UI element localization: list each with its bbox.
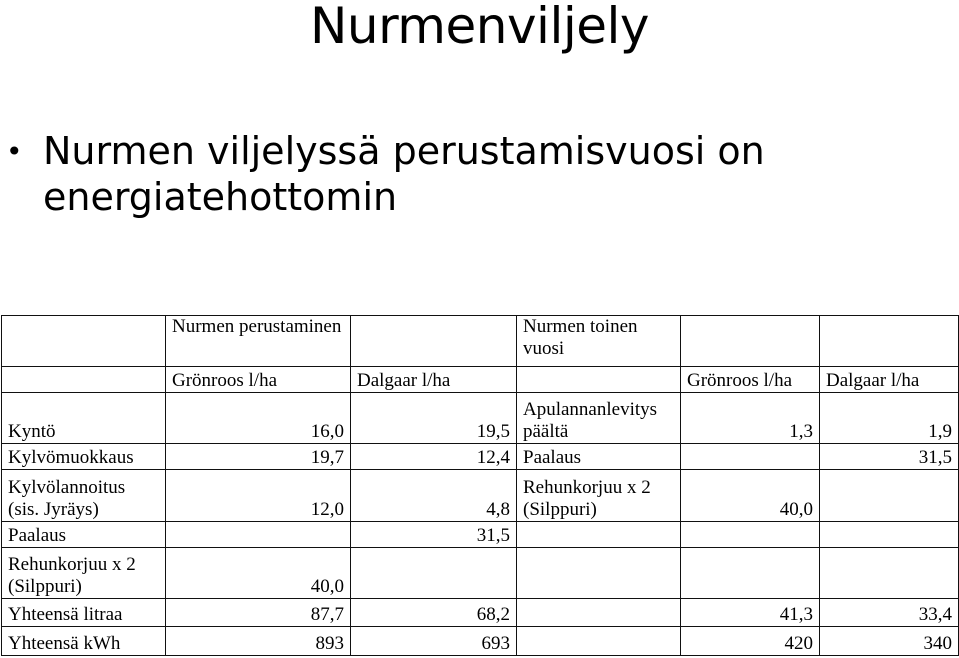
row-label-second-year: Paalaus	[517, 444, 681, 470]
row-gronroos-value-second-year: 1,3	[681, 393, 820, 444]
row-dalgaar-value-second-year	[820, 547, 959, 598]
header-nurmen-toinen-vuosi: Nurmen toinen vuosi	[517, 316, 681, 367]
row-gronroos-value-second-year: 41,3	[681, 598, 820, 626]
row-label-second-year: Apulannanlevitys päältä	[517, 393, 681, 444]
row-label: Yhteensä litraa	[2, 598, 166, 626]
header-empty-cell	[820, 316, 959, 367]
table-row	[2, 521, 959, 547]
header-gronroos-right: Grönroos l/ha	[681, 367, 820, 393]
row-gronroos-value-second-year: 420	[681, 626, 820, 655]
row-gronroos-value: 87,7	[166, 598, 351, 626]
row-dalgaar-value-second-year: 1,9	[820, 393, 959, 444]
table-row	[2, 393, 959, 444]
header-empty-cell	[2, 367, 166, 393]
row-gronroos-value: 12,0	[166, 470, 351, 521]
row-gronroos-value-second-year	[681, 444, 820, 470]
row-gronroos-value: 16,0	[166, 393, 351, 444]
header-empty-cell	[2, 316, 166, 367]
row-dalgaar-value-second-year	[820, 521, 959, 547]
row-dalgaar-value: 31,5	[351, 521, 517, 547]
header-dalgaar-left: Dalgaar l/ha	[351, 367, 517, 393]
row-label: Kyntö	[2, 393, 166, 444]
row-dalgaar-value: 68,2	[351, 598, 517, 626]
row-label-second-year	[517, 598, 681, 626]
row-dalgaar-value-second-year: 33,4	[820, 598, 959, 626]
row-gronroos-value: 19,7	[166, 444, 351, 470]
row-label: Rehunkorjuu x 2 (Silppuri)	[2, 547, 166, 598]
row-label-second-year	[517, 626, 681, 655]
bullet-dot-icon: •	[6, 135, 23, 168]
row-dalgaar-value	[351, 547, 517, 598]
energy-table	[1, 315, 959, 656]
header-empty-cell	[517, 367, 681, 393]
row-dalgaar-value: 693	[351, 626, 517, 655]
table-header-row-2	[2, 367, 959, 393]
row-gronroos-value: 893	[166, 626, 351, 655]
row-label: Paalaus	[2, 521, 166, 547]
table-row-total-kwh	[2, 626, 959, 655]
row-label-second-year: Rehunkorjuu x 2 (Silppuri)	[517, 470, 681, 521]
table-row	[2, 547, 959, 598]
row-gronroos-value-second-year	[681, 547, 820, 598]
header-dalgaar-right: Dalgaar l/ha	[820, 367, 959, 393]
row-gronroos-value-second-year	[681, 521, 820, 547]
row-label: Kylvölannoitus (sis. Jyräys)	[2, 470, 166, 521]
table-header-row-1	[2, 316, 959, 367]
bullet-text: Nurmen viljelyssä perustamisvuosi on energiatehottomin	[43, 129, 765, 219]
table-row-total-litres	[2, 598, 959, 626]
header-empty-cell	[681, 316, 820, 367]
row-gronroos-value-second-year: 40,0	[681, 470, 820, 521]
row-dalgaar-value: 19,5	[351, 393, 517, 444]
row-label-second-year	[517, 547, 681, 598]
table-row	[2, 470, 959, 521]
row-dalgaar-value: 4,8	[351, 470, 517, 521]
row-gronroos-value	[166, 521, 351, 547]
header-nurmen-perustaminen: Nurmen perustaminen	[166, 316, 351, 367]
row-label: Kylvömuokkaus	[2, 444, 166, 470]
row-dalgaar-value-second-year	[820, 470, 959, 521]
slide-title: Nurmenviljely	[310, 0, 649, 55]
row-label: Yhteensä kWh	[2, 626, 166, 655]
row-label-second-year	[517, 521, 681, 547]
row-gronroos-value: 40,0	[166, 547, 351, 598]
header-empty-cell	[351, 316, 517, 367]
table-row	[2, 444, 959, 470]
row-dalgaar-value: 12,4	[351, 444, 517, 470]
row-dalgaar-value-second-year: 340	[820, 626, 959, 655]
row-dalgaar-value-second-year: 31,5	[820, 444, 959, 470]
header-gronroos-left: Grönroos l/ha	[166, 367, 351, 393]
